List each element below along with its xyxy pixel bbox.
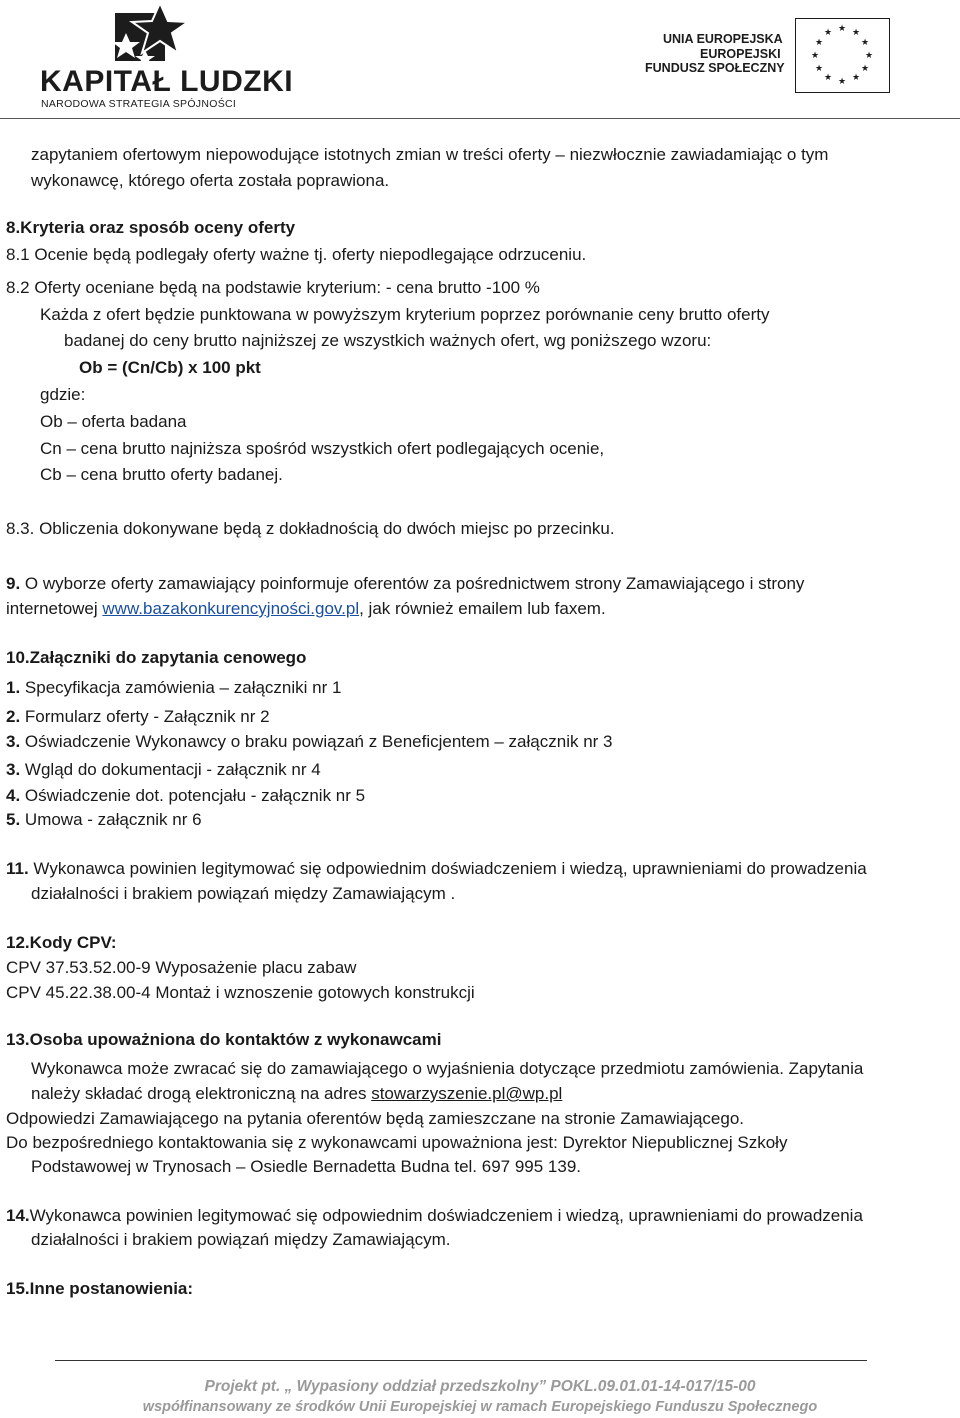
list-item-number: 2.: [6, 707, 21, 726]
svg-text:★: ★: [823, 28, 833, 38]
formula: Ob = (Cn/Cb) x 100 pkt: [79, 358, 261, 377]
eu-logo-line2: EUROPEJSKI: [700, 47, 781, 61]
svg-text:★: ★: [837, 77, 847, 87]
section-11-number: 11.: [6, 859, 29, 878]
paragraph-line: wykonawcę, którego oferta została poprawiona.: [31, 171, 390, 190]
list-item-text: Specyfikacja zamówienia – załączniki nr 1: [20, 678, 342, 697]
section-9-text: , jak również emailem lub faxem.: [359, 599, 606, 618]
list-item-text: Oświadczenie Wykonawcy o braku powiązań z Beneficjentem – załącznik nr 3: [20, 732, 613, 751]
section-12-title: 12.Kody CPV:: [6, 933, 117, 952]
kapital-ludzki-logo: [40, 3, 390, 108]
section-15-heading: [6, 1279, 193, 1299]
section-8-2-text: badanej do ceny brutto najniższej ze wszystkich ważnych ofert, wg poniższego wzoru:: [64, 331, 712, 350]
kapital-ludzki-title: KAPITAŁ LUDZKI: [40, 65, 294, 98]
where-label: gdzie:: [40, 385, 86, 404]
section-8-2-text: Każda z ofert będzie punktowana w powyższym kryterium poprzez porównanie ceny brutto oferty: [40, 305, 770, 324]
list-item-number: 4.: [6, 786, 21, 805]
list-item: [6, 707, 270, 727]
svg-text:★: ★: [864, 51, 874, 61]
section-13-text: Do bezpośredniego kontaktowania się z wykonawcami upoważniona jest: Dyrektor Niepublicznej Szkoły: [6, 1133, 788, 1152]
section-14-number: 14.: [6, 1206, 30, 1225]
section-15-number: 15.: [6, 1279, 30, 1298]
section-10-heading: 10.Załączniki do zapytania cenowego: [6, 648, 307, 667]
list-item-text: Formularz oferty - Załącznik nr 2: [20, 707, 270, 726]
section-13-text: Odpowiedzi Zamawiającego na pytania oferentów będą zamieszczane na stronie Zamawiającego.: [6, 1109, 745, 1128]
svg-text:★: ★: [823, 73, 833, 83]
list-item: [6, 678, 341, 698]
definition-ob: Ob – oferta badana: [40, 412, 187, 431]
svg-text:★: ★: [814, 38, 824, 48]
section-14-text: Wykonawca powinien legitymować się odpowiednim doświadczeniem i wiedzą, uprawnieniami do prowadzenia: [29, 1206, 863, 1225]
footer-funding-line: współfinansowany ze środków Unii Europejskiej w ramach Europejskiego Funduszu Społecznego: [142, 1399, 818, 1415]
eu-flag-icon: [795, 18, 890, 93]
section-8-3: 8.3. Obliczenia dokonywane będą z dokładnością do dwóch miejsc po przecinku.: [6, 519, 615, 538]
svg-text:★: ★: [810, 51, 820, 61]
section-9-text: O wyborze oferty zamawiający poinformuje oferentów za pośrednictwem strony Zamawiającego i strony: [20, 574, 805, 593]
definition-cb: Cb – cena brutto oferty badanej.: [40, 465, 283, 484]
list-item: [6, 760, 321, 780]
list-item-text: Oświadczenie dot. potencjału - załącznik nr 5: [20, 786, 366, 805]
section-12-heading: [6, 933, 117, 953]
section-13-text: Podstawowej w Trynosach – Osiedle Bernadetta Budna tel. 697 995 139.: [31, 1157, 582, 1176]
footer-divider: [55, 1360, 867, 1361]
section-13-line2: [31, 1084, 562, 1104]
section-13-heading: 13.Osoba upoważniona do kontaktów z wykonawcami: [6, 1030, 442, 1049]
list-item-text: Wgląd do dokumentacji - załącznik nr 4: [20, 760, 321, 779]
header-divider: [0, 118, 960, 119]
list-item-number: 1.: [6, 678, 21, 697]
section-9-number: 9.: [6, 574, 21, 593]
section-9-text: internetowej: [6, 599, 103, 618]
section-14: [6, 1206, 863, 1226]
svg-text:★: ★: [851, 28, 861, 38]
svg-text:★: ★: [860, 38, 870, 48]
paragraph-line: zapytaniem ofertowym niepowodujące istotnych zmian w treści oferty – niezwłocznie zawiadamiając o tym: [31, 145, 829, 164]
list-item-number: 3.: [6, 760, 21, 779]
kapital-ludzki-subtitle: NARODOWA STRATEGIA SPÓJNOŚCI: [41, 98, 237, 110]
section-9: [6, 574, 804, 594]
svg-text:★: ★: [837, 24, 847, 34]
section-15-title: Inne postanowienia:: [29, 1279, 194, 1298]
section-11-text: Wykonawca powinien legitymować się odpowiednim doświadczeniem i wiedzą, uprawnieniami do prowadzenia: [28, 859, 867, 878]
list-item: [6, 786, 365, 806]
section-11: [6, 859, 867, 879]
section-13-text: należy składać drogą elektroniczną na adres: [31, 1084, 372, 1103]
svg-text:★: ★: [851, 73, 861, 83]
list-item-number: 5.: [6, 810, 21, 829]
section-14-line2: działalności i brakiem powiązań między Zamawiającym.: [31, 1230, 451, 1249]
list-item: [6, 732, 612, 752]
cpv-code: CPV 37.53.52.00-9 Wyposażenie placu zabaw: [6, 958, 357, 977]
bazakonkurencyjnosci-link[interactable]: www.bazakonkurencyjności.gov.pl: [102, 599, 360, 618]
svg-text:★: ★: [860, 64, 870, 74]
footer-project-line: Projekt pt. „ Wypasiony oddział przedszkolny” POKL.09.01.01-14-017/15-00: [204, 1378, 756, 1395]
cpv-code: CPV 45.22.38.00-4 Montaż i wznoszenie gotowych konstrukcji: [6, 983, 475, 1002]
list-item-text: Umowa - załącznik nr 6: [20, 810, 202, 829]
section-8-2: 8.2 Oferty oceniane będą na podstawie kryterium: - cena brutto -100 %: [6, 278, 540, 297]
list-item-number: 3.: [6, 732, 21, 751]
definition-cn: Cn – cena brutto najniższa spośród wszystkich ofert podlegających ocenie,: [40, 439, 605, 458]
section-9-line2: [6, 599, 606, 619]
list-item: [6, 810, 202, 830]
section-11-line2: działalności i brakiem powiązań między Zamawiającym .: [31, 884, 456, 903]
eu-logo-line3: FUNDUSZ SPOŁECZNY: [645, 61, 785, 75]
eu-logo-line1: UNIA EUROPEJSKA: [663, 32, 783, 46]
contact-email-link[interactable]: stowarzyszenie.pl@wp.pl: [371, 1084, 563, 1103]
section-8-heading: 8.Kryteria oraz sposób oceny oferty: [6, 218, 296, 237]
section-13-text: Wykonawca może zwracać się do zamawiającego o wyjaśnienia dotyczące przedmiotu zamówienia. Zapytania: [31, 1059, 864, 1078]
svg-text:★: ★: [814, 64, 824, 74]
ue-efs-logo: [645, 3, 960, 108]
section-8-1: 8.1 Ocenie będą podlegały oferty ważne tj. oferty niepodlegające odrzuceniu.: [6, 245, 587, 264]
